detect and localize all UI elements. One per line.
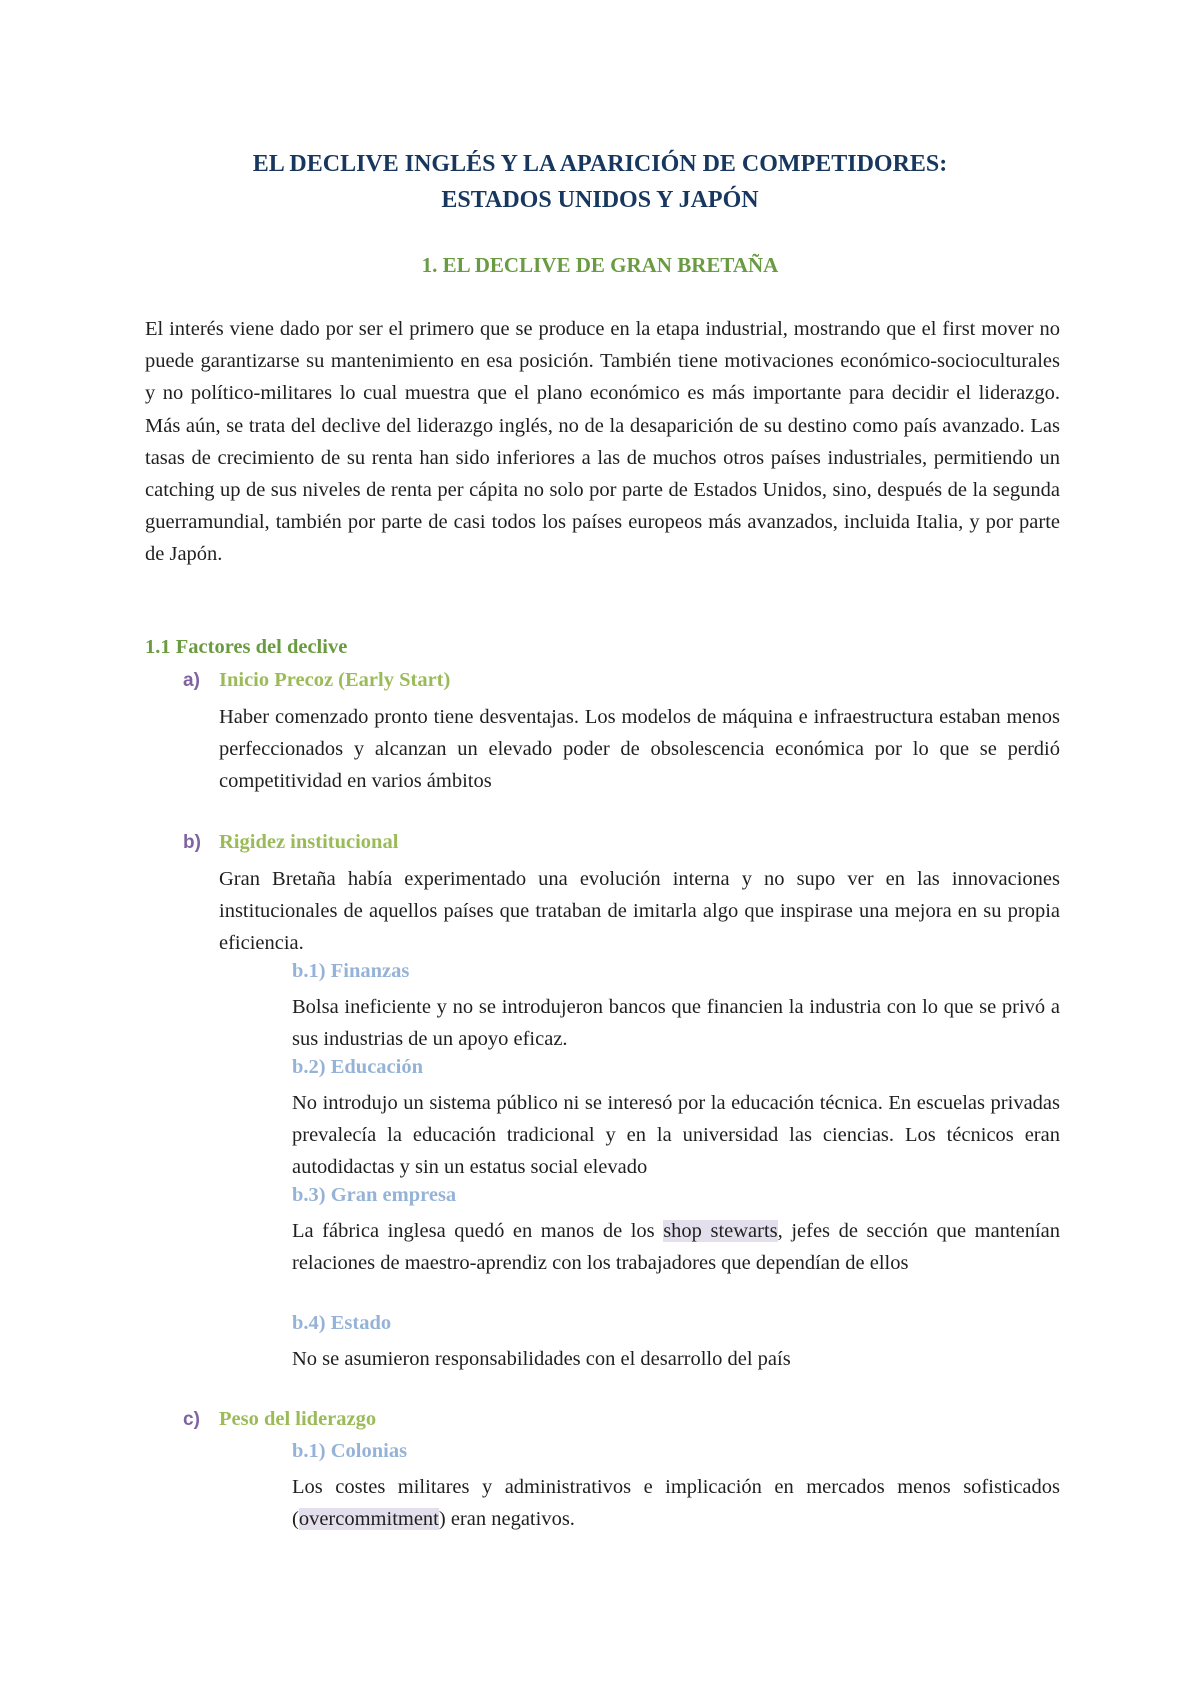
title-line-2: ESTADOS UNIDOS Y JAPÓN — [441, 187, 759, 213]
item-c-marker: c) — [183, 1409, 200, 1430]
item-b-body: Gran Bretaña había experimentado una evolución interna y no supo ver en las innovaciones institucionales de aquellos países que trataban de imitarla algo que inspirase una mejora en su propia eficiencia. — [219, 868, 1060, 955]
title-line-1: EL DECLIVE INGLÉS Y LA APARICIÓN DE COMPETIDORES: — [252, 151, 948, 177]
item-b3-heading: b.3) Gran empresa — [292, 1184, 457, 1206]
item-b-marker: b) — [183, 832, 201, 853]
item-b3-body-start: La fábrica inglesa quedó en manos de los — [292, 1220, 664, 1242]
item-a-heading — [183, 669, 450, 692]
item-a-title: Inicio Precoz (Early Start) — [219, 669, 451, 691]
item-b4-heading: b.4) Estado — [292, 1312, 392, 1334]
item-b3-body — [292, 1215, 1060, 1279]
section-1-intro: El interés viene dado por ser el primero que se produce en la etapa industrial, mostrando que el first mover no puede garantizarse su mantenimiento en esa posición. También tiene motivaciones económico-socioculturales y no político-militares lo cual muestra que el plano económico es más importante para decidir el liderazgo. Más aún, se trata del declive del liderazgo inglés, no de la desaparición de su destino como país avanzado. Las tasas de crecimiento de su renta han sido inferiores a las de muchos otros países industriales, permitiendo un catching up de sus niveles de renta per cápita no solo por parte de Estados Unidos, sino, después de la segunda guerramundial, también por parte de casi todos los países europeos más avanzados, incluida Italia, y por parte de Japón. — [145, 318, 1060, 566]
section-1-1-heading: 1.1 Factores del declive — [145, 636, 348, 658]
item-b1-heading: b.1) Finanzas — [292, 960, 410, 982]
item-c1-body — [292, 1471, 1060, 1535]
document-title — [0, 146, 1200, 218]
item-c1-body-start: Los costes militares y administrativos e implicación en mercados menos sofisticados ( — [292, 1476, 1060, 1531]
item-b-heading — [183, 831, 398, 854]
item-b3-body-end: , jefes de sección que mantenían relaciones de maestro-aprendiz con los trabajadores que dependían de ellos — [292, 1220, 1061, 1275]
section-1-heading: 1. EL DECLIVE DE GRAN BRETAÑA — [421, 253, 779, 277]
item-a-marker: a) — [183, 670, 200, 691]
item-a-body: Haber comenzado pronto tiene desventajas. Los modelos de máquina e infraestructura estaban menos perfeccionados y alcanzan un elevado poder de obsolescencia económica por lo que se perdió competitividad en varios ámbitos — [219, 706, 1060, 793]
item-b-title: Rigidez institucional — [219, 831, 399, 853]
item-b4-body: No se asumieron responsabilidades con el desarrollo del país — [292, 1348, 791, 1370]
item-c1-heading: b.1) Colonias — [292, 1440, 408, 1462]
item-b2-body: No introdujo un sistema público ni se interesó por la educación técnica. En escuelas privadas prevalecía la educación tradicional y en la universidad las ciencias. Los técnicos eran autodidactas y sin un estatus social elevado — [292, 1092, 1060, 1179]
highlighted-term-shop-stewarts: shop stewarts — [663, 1220, 778, 1242]
highlighted-term-overcommitment: overcommitment — [298, 1508, 439, 1531]
item-b2-heading: b.2) Educación — [292, 1056, 423, 1078]
item-c-title: Peso del liderazgo — [219, 1408, 377, 1430]
item-c1-body-end: ) eran negativos. — [438, 1508, 575, 1531]
item-b1-body: Bolsa ineficiente y no se introdujeron bancos que financien la industria con lo que se privó a sus industrias de un apoyo eficaz. — [292, 996, 1060, 1051]
item-c-heading — [183, 1408, 376, 1431]
